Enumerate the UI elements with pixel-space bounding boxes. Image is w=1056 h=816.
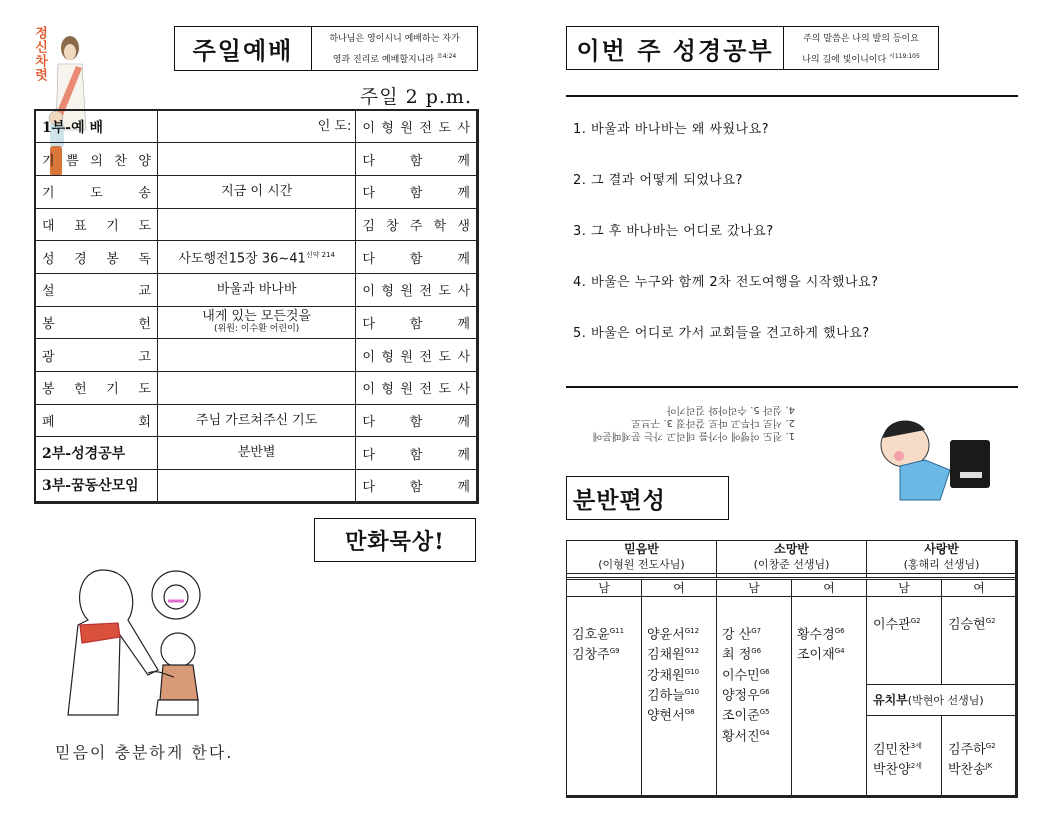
bible-study-verse xyxy=(784,27,938,69)
gender-label-male: 남 xyxy=(717,580,792,597)
service-item-label: 봉 헌 xyxy=(42,316,151,332)
service-item xyxy=(35,273,157,306)
gender-label-male: 남 xyxy=(567,580,642,597)
question-list xyxy=(573,118,1013,373)
service-item xyxy=(35,470,157,503)
service-content xyxy=(157,241,355,274)
service-leader-label: 다 함 께 xyxy=(362,251,470,267)
service-item xyxy=(35,437,157,470)
member-list xyxy=(717,597,792,795)
service-item-label: 대 표 기 도 xyxy=(42,218,151,234)
order-of-service-table xyxy=(34,109,479,504)
member-list xyxy=(867,597,942,684)
service-content-text: 사도행전15장 36~41 xyxy=(178,251,306,267)
service-row xyxy=(35,404,478,437)
answer-line: 1. 전도 여행에 아가를 데리고 가는 문제때문에 xyxy=(592,430,795,441)
answer-line: 2. 서로 다투고 따로 갈라졌 3. 구브로 xyxy=(631,417,795,428)
service-leader-label: 이 형 원 전 도 사 xyxy=(362,284,470,300)
service-leader xyxy=(356,470,478,503)
service-leader-label: 다 함 께 xyxy=(362,479,470,495)
service-leader-label: 이 형 원 전 도 사 xyxy=(362,121,470,137)
member-name: 이수민$^{G6}$ xyxy=(722,667,770,683)
gender-label-male: 남 xyxy=(867,580,942,597)
service-content-text: 분반별 xyxy=(237,445,276,461)
service-item xyxy=(35,339,157,372)
question-item: 1. 바울과 바나바는 왜 싸웠나요? xyxy=(573,122,770,137)
service-item-label: 기 쁨 의 찬 양 xyxy=(42,153,151,169)
service-leader xyxy=(356,404,478,437)
verse-line-1: 주의 말씀은 나의 발의 등이요 xyxy=(803,34,919,44)
service-row xyxy=(35,306,478,339)
service-leader xyxy=(356,241,478,274)
service-row xyxy=(35,110,478,143)
member-list xyxy=(942,597,1016,684)
service-leader-label: 다 함 께 xyxy=(362,186,470,202)
service-content-text: 주님 가르쳐주신 기도 xyxy=(196,412,318,428)
service-leader-label: 다 함 께 xyxy=(362,447,470,463)
bible-study-title: 이번 주 성경공부 xyxy=(567,27,784,69)
service-row xyxy=(35,339,478,372)
service-leader xyxy=(356,175,478,208)
service-leader xyxy=(356,437,478,470)
member-name: 김채원$^{G12}$ xyxy=(647,647,700,663)
service-row xyxy=(35,437,478,470)
member-name: 조이재$^{G4}$ xyxy=(797,647,845,663)
member-name: 양윤서$^{G12}$ xyxy=(647,627,700,643)
service-leader-label: 이 형 원 전 도 사 xyxy=(362,349,470,365)
service-leader-label: 다 함 께 xyxy=(362,153,470,169)
member-name: 양현서$^{G8}$ xyxy=(647,708,695,724)
service-content-text: 바울과 바나바 xyxy=(216,281,297,297)
verse-ref: 요4:24 xyxy=(436,53,457,60)
class-assignment-table xyxy=(566,540,1018,798)
bible-study-header xyxy=(566,26,939,70)
verse-line-2: 나의 길에 빛이니이다 xyxy=(802,55,887,65)
service-row xyxy=(35,470,478,503)
service-item xyxy=(35,208,157,241)
service-content xyxy=(157,110,355,143)
upside-down-answers xyxy=(580,403,795,442)
service-leader xyxy=(356,306,478,339)
service-item xyxy=(35,241,157,274)
member-list xyxy=(867,716,942,795)
service-content xyxy=(157,208,355,241)
service-time: 주일 2 p.m. xyxy=(359,86,472,108)
kindergarten-header xyxy=(867,684,1016,716)
verse-ref: 시119:105 xyxy=(889,53,920,60)
member-name: 최 정$^{G6}$ xyxy=(722,647,762,663)
service-content-text: 인 도: xyxy=(317,118,352,134)
kindergarten-name: 유치부 xyxy=(873,693,908,707)
class-header-hope xyxy=(717,541,867,577)
service-item xyxy=(35,404,157,437)
member-name: 황서진$^{G4}$ xyxy=(722,728,770,744)
gender-label-female: 여 xyxy=(942,580,1016,597)
member-list xyxy=(792,597,867,795)
service-item-label: 광 고 xyxy=(42,349,151,365)
member-name: 김호윤$^{G11}$ xyxy=(572,627,625,643)
member-name: 황수경$^{G6}$ xyxy=(797,627,845,643)
service-item xyxy=(35,143,157,176)
service-content xyxy=(157,437,355,470)
class-teacher: (이창준 선생님) xyxy=(717,557,866,574)
service-item-label: 2부-성경공부 xyxy=(42,446,126,463)
member-name: 김승현$^{G2}$ xyxy=(948,617,996,633)
scripture-ref: 신약 214 xyxy=(305,250,335,259)
member-name: 박찬양$^{2세}$ xyxy=(873,762,922,778)
service-item-label: 기 도 송 xyxy=(42,186,151,202)
service-content xyxy=(157,404,355,437)
class-name: 믿음반 xyxy=(624,542,659,556)
question-item: 5. 바울은 어디로 가서 교회들을 견고하게 했나요? xyxy=(573,326,870,341)
service-content xyxy=(157,372,355,405)
service-item xyxy=(35,306,157,339)
class-teacher: (이형원 전도사님) xyxy=(567,557,716,574)
service-content-text: 내게 있는 모든것을 xyxy=(202,309,312,325)
service-item-label: 설 교 xyxy=(42,284,151,300)
member-name: 강채원$^{G10}$ xyxy=(647,667,700,683)
service-content-note: (위원: 이수환 어린이) xyxy=(213,324,300,335)
service-leader xyxy=(356,143,478,176)
service-leader xyxy=(356,110,478,143)
kid-with-bible-illustration xyxy=(855,400,1020,510)
member-name: 박찬송$^{JK}$ xyxy=(948,762,993,778)
service-item xyxy=(35,110,157,143)
service-leader-label: 김 창 주 학 생 xyxy=(362,218,470,234)
service-content xyxy=(157,306,355,339)
answer-line: 4. 실라 5. 수리아와 길리기아 xyxy=(666,404,795,415)
member-list xyxy=(567,597,642,795)
service-content xyxy=(157,339,355,372)
corner-label: 정신차렷 xyxy=(32,26,47,82)
service-row xyxy=(35,208,478,241)
service-leader xyxy=(356,372,478,405)
member-name: 김민찬$^{3세}$ xyxy=(873,742,922,758)
verse-line-1: 하나님은 영이시니 예배하는 자가 xyxy=(329,34,460,44)
worship-verse xyxy=(312,27,477,70)
cartoon-illustration xyxy=(48,565,238,730)
service-item xyxy=(35,175,157,208)
gender-label-female: 여 xyxy=(792,580,867,597)
worship-header xyxy=(174,26,478,71)
worship-title: 주일예배 xyxy=(175,27,312,70)
service-leader xyxy=(356,208,478,241)
service-item xyxy=(35,372,157,405)
groups-title: 분반편성 xyxy=(566,476,729,520)
service-item-label: 폐 회 xyxy=(42,415,151,431)
service-row xyxy=(35,273,478,306)
service-item-label: 봉 헌 기 도 xyxy=(42,382,151,398)
question-item: 4. 바울은 누구와 함께 2차 전도여행을 시작했나요? xyxy=(573,275,879,290)
divider xyxy=(566,95,1018,97)
service-content xyxy=(157,273,355,306)
class-name: 사랑반 xyxy=(924,542,959,556)
member-name: 김하늘$^{G10}$ xyxy=(647,687,700,704)
question-item: 3. 그 후 바나바는 어디로 갔나요? xyxy=(573,224,774,239)
member-name: 이수관$^{G2}$ xyxy=(873,617,921,633)
service-row xyxy=(35,241,478,274)
service-row xyxy=(35,175,478,208)
class-header-love xyxy=(867,541,1016,577)
service-leader xyxy=(356,273,478,306)
member-name: 김주하$^{G2}$ xyxy=(948,742,996,758)
member-name: 양정우$^{G6}$ xyxy=(722,687,770,704)
class-name: 소망반 xyxy=(774,542,809,556)
service-item-label: 성 경 봉 독 xyxy=(42,251,151,267)
divider xyxy=(566,386,1018,388)
question-item: 2. 그 결과 어떻게 되었나요? xyxy=(573,173,743,188)
member-name: 강 산$^{G7}$ xyxy=(722,627,762,643)
service-content-text: 지금 이 시간 xyxy=(221,183,293,199)
member-name: 김창주$^{G9}$ xyxy=(572,647,620,663)
member-list xyxy=(642,597,717,795)
service-row xyxy=(35,372,478,405)
service-row xyxy=(35,143,478,176)
cartoon-title: 만화묵상! xyxy=(314,518,476,562)
verse-line-2: 영과 진리로 예배할지니라 xyxy=(332,55,435,65)
service-content xyxy=(157,470,355,503)
kindergarten-teacher: (박현아 선생님) xyxy=(907,694,984,707)
service-content xyxy=(157,143,355,176)
cartoon-caption: 믿음이 충분하게 한다. xyxy=(55,743,234,762)
service-item-label: 1부-예 배 xyxy=(42,119,103,136)
gender-label-female: 여 xyxy=(642,580,717,597)
class-header-faith xyxy=(567,541,717,577)
service-leader xyxy=(356,339,478,372)
service-leader-label: 이 형 원 전 도 사 xyxy=(362,382,470,398)
class-teacher: (홍해리 선생님) xyxy=(867,557,1016,574)
service-content xyxy=(157,175,355,208)
member-list xyxy=(942,716,1016,795)
service-leader-label: 다 함 께 xyxy=(362,316,470,332)
service-item-label: 3부-꿈동산모임 xyxy=(42,478,139,495)
service-leader-label: 다 함 께 xyxy=(362,415,470,431)
member-name: 조이준$^{G5}$ xyxy=(722,708,770,724)
